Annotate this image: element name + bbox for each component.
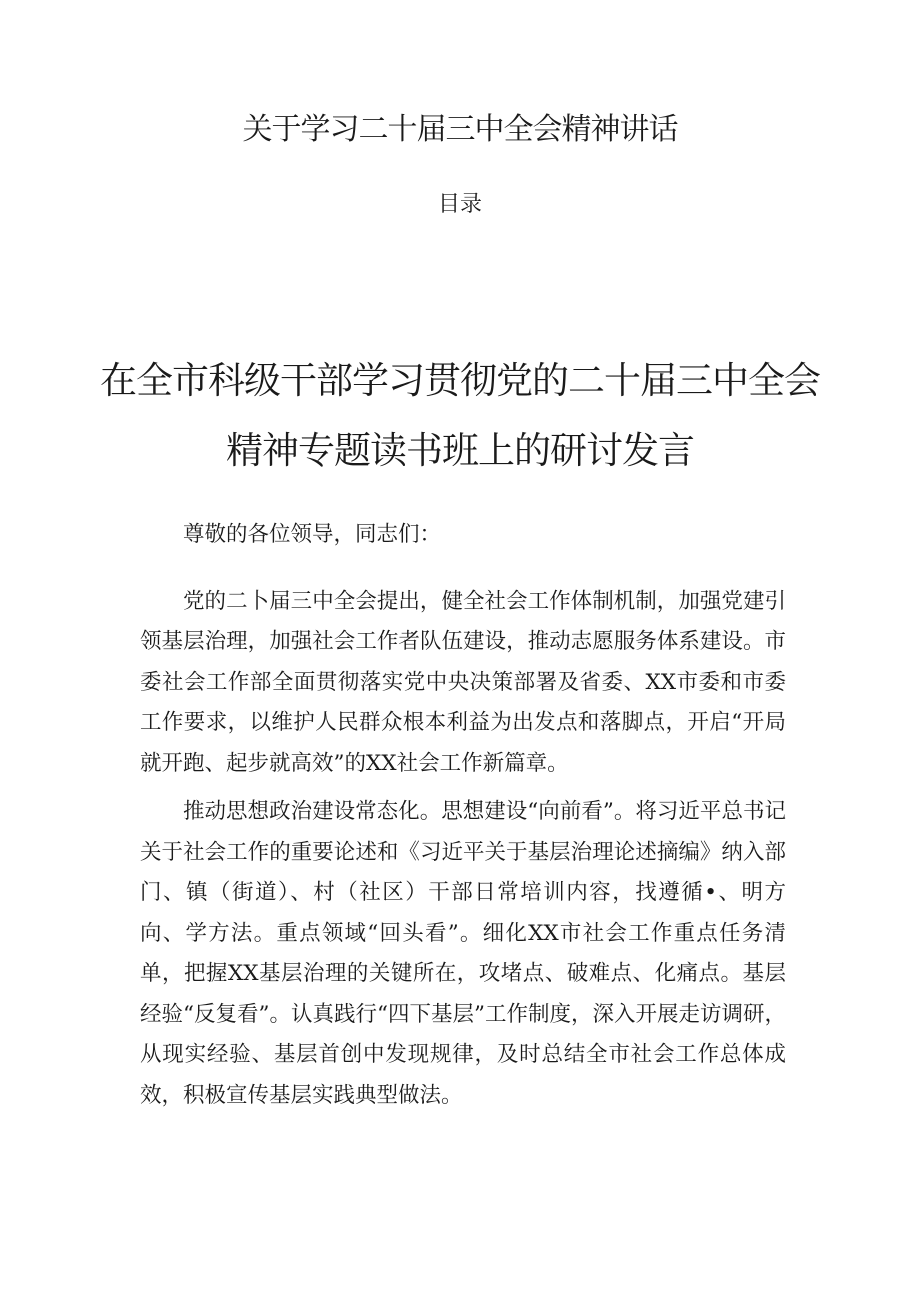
article-title: 在全市科级干部学习贯彻党的二十届三中全会精神专题读书班上的研讨发言 bbox=[100, 359, 820, 472]
table-of-contents-label: 目录 bbox=[437, 192, 482, 217]
salutation: 尊敬的各位领导，同志们： bbox=[183, 522, 442, 547]
paragraph-1: 党的二卜届三中全会提出，健全社会工作体制机制，加强党建引领基层治理，加强社会工作者队伍建设，推动志愿服务体系建设。市委社会工作部全面贯彻落实党中央决策部署及省委、XX市委和市委工作要求，以维护人民群众根本利益为出发点和落脚点，开启“开局就开跑、起步就高效”的XX社会工作新篇章。 bbox=[140, 588, 786, 776]
paragraph-2: 推动思想政治建设常态化。思想建设“向前看”。将习近平总书记关于社会工作的重要论述和《习近平关于基层治理论述摘编》纳入部门、镇（街道）、村（社区）干部日常培训内容，找遵循•、明方向、学方法。重点领域“回头看”。细化XX市社会工作重点任务清单，把握XX基层治理的关键所在，攻堵点、破难点、化痛点。基层经验“反复看”。认真践行“四下基层”工作制度，深入开展走访调研，从现实经验、基层首创中发现规律，及时总结全市社会工作总体成效，积极宣传基层实践典型做法。 bbox=[140, 799, 786, 1108]
article-body bbox=[140, 515, 786, 1116]
document-title: 关于学习二十届三中全会精神讲话 bbox=[242, 112, 678, 147]
